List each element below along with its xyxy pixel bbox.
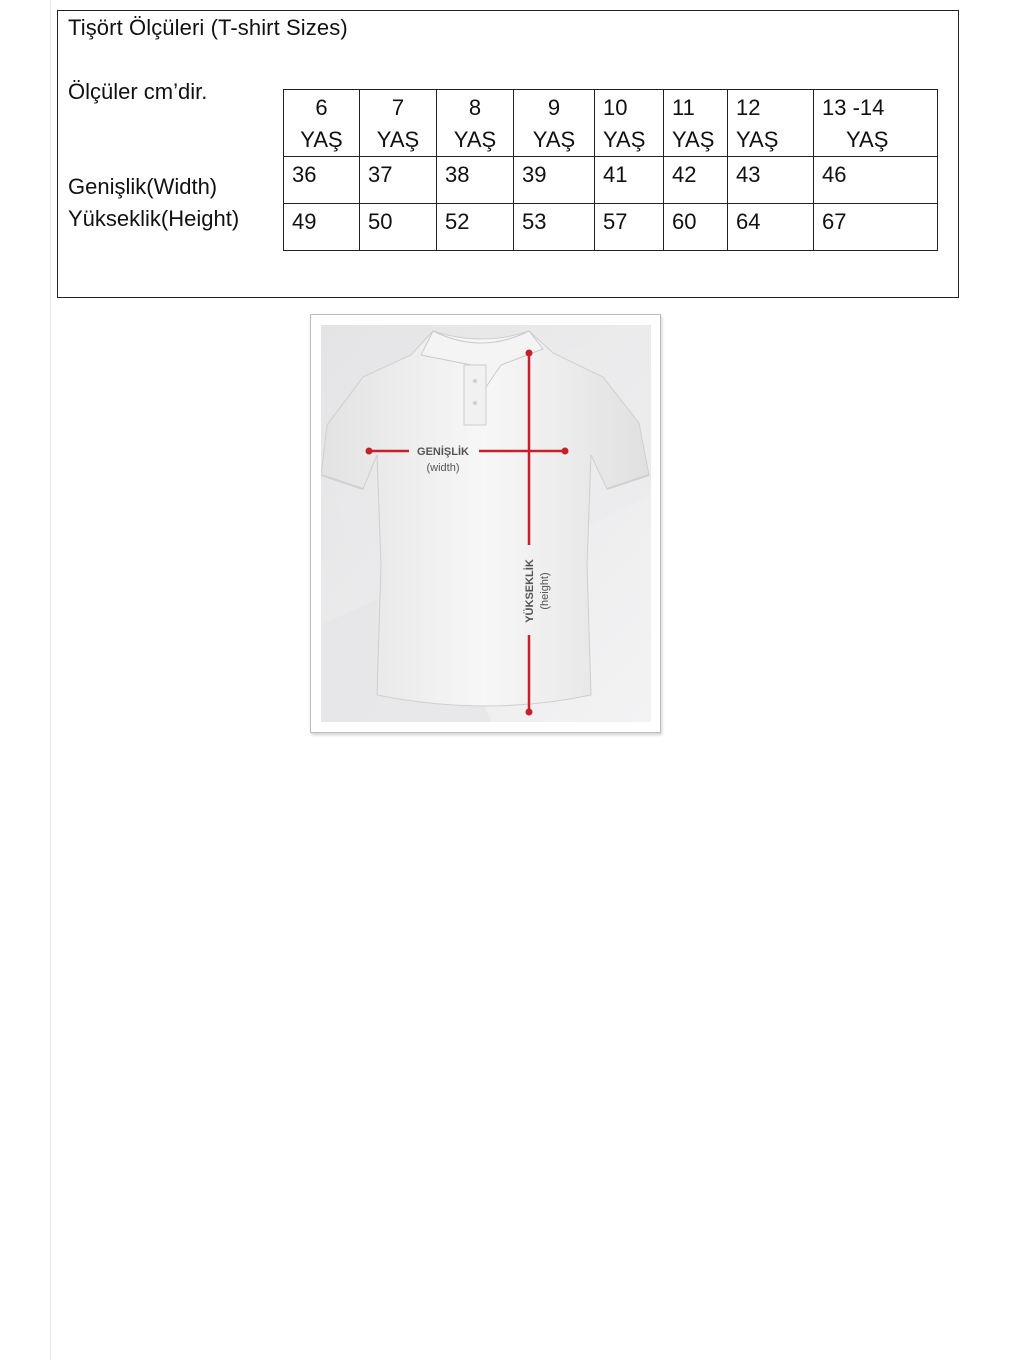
height-row-label: Yükseklik(Height) bbox=[68, 206, 240, 231]
height-value-cell: 49 bbox=[284, 204, 360, 251]
width-value-cell: 36 bbox=[284, 157, 360, 204]
height-value-cell: 57 bbox=[595, 204, 664, 251]
height-value-cell: 50 bbox=[360, 204, 437, 251]
shirt-button bbox=[473, 379, 477, 383]
height-arrow-end bbox=[526, 709, 533, 716]
width-value-cell: 42 bbox=[664, 157, 728, 204]
height-value-cell: 52 bbox=[437, 204, 514, 251]
width-diagram-sublabel: (width) bbox=[426, 462, 460, 474]
width-row-label: Genişlik(Width) bbox=[68, 174, 218, 199]
width-value-cell: 43 bbox=[728, 157, 814, 204]
tshirt-measurement-photo bbox=[310, 314, 661, 733]
width-arrow-start bbox=[366, 448, 373, 455]
width-value-cell: 41 bbox=[595, 157, 664, 204]
height-value-cell: 64 bbox=[728, 204, 814, 251]
size-table bbox=[283, 89, 938, 251]
width-value-cell: 38 bbox=[437, 157, 514, 204]
age-header-cell: 12 YAŞ bbox=[728, 90, 814, 157]
shirt-placket bbox=[464, 365, 486, 425]
height-value-cell: 67 bbox=[814, 204, 938, 251]
height-diagram-label: YÜKSEKLİK bbox=[524, 559, 536, 623]
shirt-button bbox=[473, 401, 477, 405]
chart-title: Tişört Ölçüleri (T-shirt Sizes) bbox=[68, 15, 348, 40]
size-chart-box bbox=[57, 10, 959, 298]
tshirt-diagram bbox=[321, 325, 651, 722]
age-header-cell: 8 YAŞ bbox=[437, 90, 514, 157]
page-margin-rule bbox=[50, 0, 51, 1360]
age-header-row bbox=[284, 90, 938, 157]
height-diagram-sublabel: (height) bbox=[539, 572, 551, 610]
height-values-row bbox=[284, 204, 938, 251]
width-diagram-label: GENİŞLİK bbox=[417, 446, 469, 458]
width-value-cell: 46 bbox=[814, 157, 938, 204]
height-value-cell: 53 bbox=[514, 204, 595, 251]
height-arrow-start bbox=[526, 350, 533, 357]
height-value-cell: 60 bbox=[664, 204, 728, 251]
width-values-row bbox=[284, 157, 938, 204]
width-value-cell: 39 bbox=[514, 157, 595, 204]
units-note: Ölçüler cm’dir. bbox=[68, 79, 208, 104]
age-header-cell: 11 YAŞ bbox=[664, 90, 728, 157]
width-arrow-end bbox=[562, 448, 569, 455]
width-value-cell: 37 bbox=[360, 157, 437, 204]
age-header-cell: 7 YAŞ bbox=[360, 90, 437, 157]
age-header-cell: 9 YAŞ bbox=[514, 90, 595, 157]
age-header-cell: 10 YAŞ bbox=[595, 90, 664, 157]
age-header-cell: 13 -14 YAŞ bbox=[814, 90, 938, 157]
age-header-cell: 6 YAŞ bbox=[284, 90, 360, 157]
